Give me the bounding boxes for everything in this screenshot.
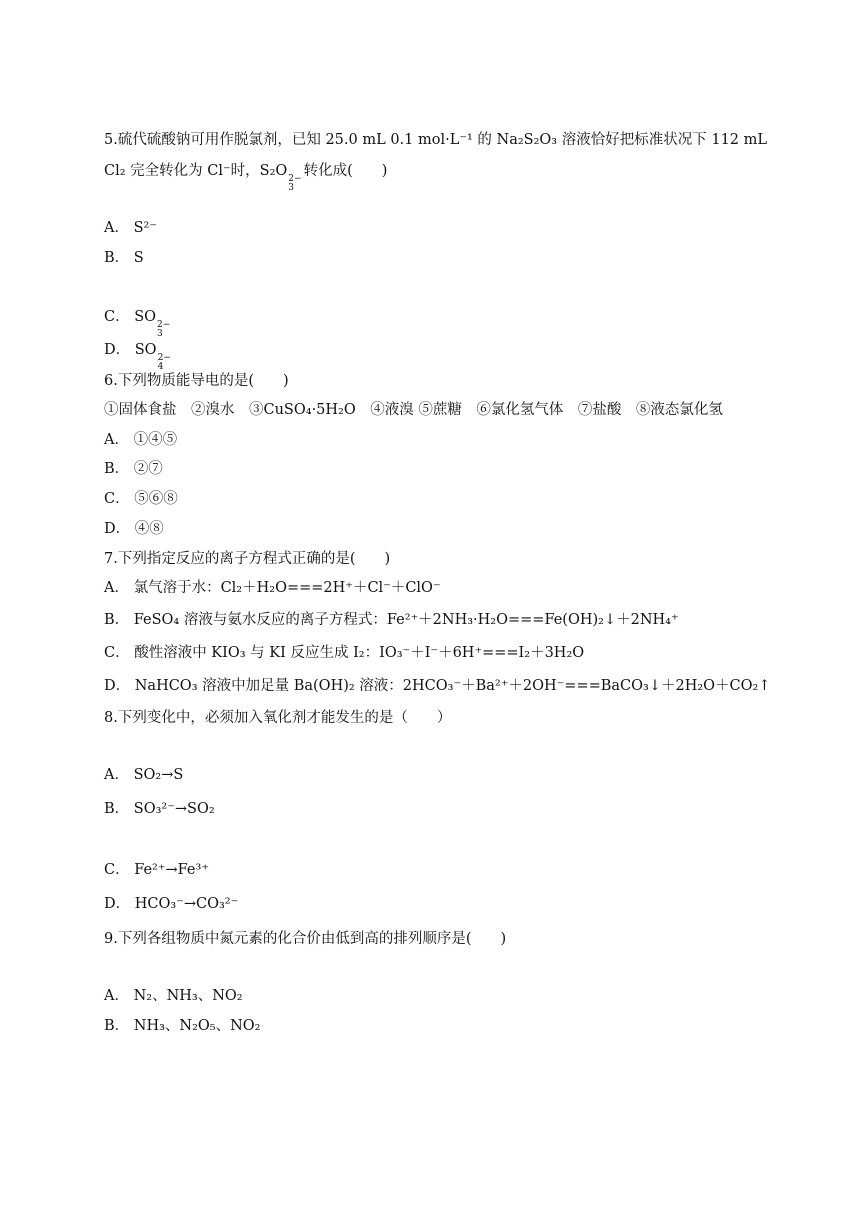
q6-items: ①固体食盐 ②溴水 ③CuSO₄·5H₂O ④液溴 ⑤蔗糖 ⑥氯化氢气体 ⑦盐酸 ⑧液态氯化氢 [104, 402, 723, 418]
q6-option-c: C． ⑤⑥⑧ [104, 491, 178, 507]
q6-option-d: D． ④⑧ [104, 521, 164, 537]
thiosulfate-ion-charge [287, 161, 301, 193]
ion-sup: 2− [157, 353, 171, 363]
q5-option-c-text: C． SO [104, 309, 157, 325]
q5-stem-line2 [104, 161, 387, 193]
q8-option-d: D． HCO₃⁻→CO₃²⁻ [104, 896, 239, 912]
sulfate-ion-charge [157, 340, 171, 372]
q7-option-a: A． 氯气溶于水：Cl₂＋H₂O===2H⁺＋Cl⁻＋ClO⁻ [104, 580, 441, 596]
ion-sub: 3 [288, 183, 295, 193]
q6-option-a: A． ①④⑤ [104, 432, 178, 448]
q9-option-b: B． NH₃、N₂O₅、NO₂ [104, 1018, 261, 1034]
q6-stem: 6.下列物质能导电的是( ) [104, 373, 289, 389]
q8-option-a: A． SO₂→S [104, 767, 184, 783]
q5-option-c [104, 307, 172, 339]
q5-stem-line2-pre: Cl₂ 完全转化为 Cl⁻时，S₂O [104, 163, 288, 179]
q9-option-a: A． N₂、NH₃、NO₂ [104, 988, 243, 1004]
sulfite-ion-charge [156, 307, 170, 339]
q8-option-b: B． SO₃²⁻→SO₂ [104, 801, 215, 817]
q7-option-c: C． 酸性溶液中 KIO₃ 与 KI 反应生成 I₂：IO₃⁻＋I⁻＋6H⁺===I₂＋3H₂O [104, 645, 585, 661]
q5-option-a: A． S²⁻ [104, 220, 157, 236]
ion-sub: 4 [157, 362, 164, 372]
q8-stem: 8.下列变化中，必须加入氧化剂才能发生的是（ ） [104, 710, 452, 726]
ion-sup: 2− [157, 320, 171, 330]
q5-stem-line1: 5.硫代硫酸钠可用作脱氯剂，已知 25.0 mL 0.1 mol·L⁻¹ 的 Na₂S₂O₃ 溶液恰好把标准状况下 112 mL [104, 132, 768, 148]
q5-stem-line2-post: 转化成( ) [303, 163, 388, 179]
ion-sub: 3 [157, 329, 163, 339]
q7-stem: 7.下列指定反应的离子方程式正确的是( ) [104, 551, 391, 567]
q7-option-d: D． NaHCO₃ 溶液中加足量 Ba(OH)₂ 溶液：2HCO₃⁻＋Ba²⁺＋2OH⁻===BaCO₃↓＋2H₂O＋CO₂↑ [104, 678, 771, 694]
q6-option-b: B． ②⑦ [104, 461, 163, 477]
q5-option-d [104, 340, 173, 372]
q5-option-d-text: D． SO [104, 342, 157, 358]
q8-option-c: C． Fe²⁺→Fe³⁺ [104, 862, 209, 878]
q7-option-b: B． FeSO₄ 溶液与氨水反应的离子方程式：Fe²⁺＋2NH₃·H₂O===Fe(OH)₂↓＋2NH₄⁺ [104, 612, 679, 628]
q9-stem: 9.下列各组物质中氮元素的化合价由低到高的排列顺序是( ) [104, 931, 507, 947]
ion-sup: 2− [288, 174, 302, 184]
q5-option-b: B． S [104, 250, 144, 266]
